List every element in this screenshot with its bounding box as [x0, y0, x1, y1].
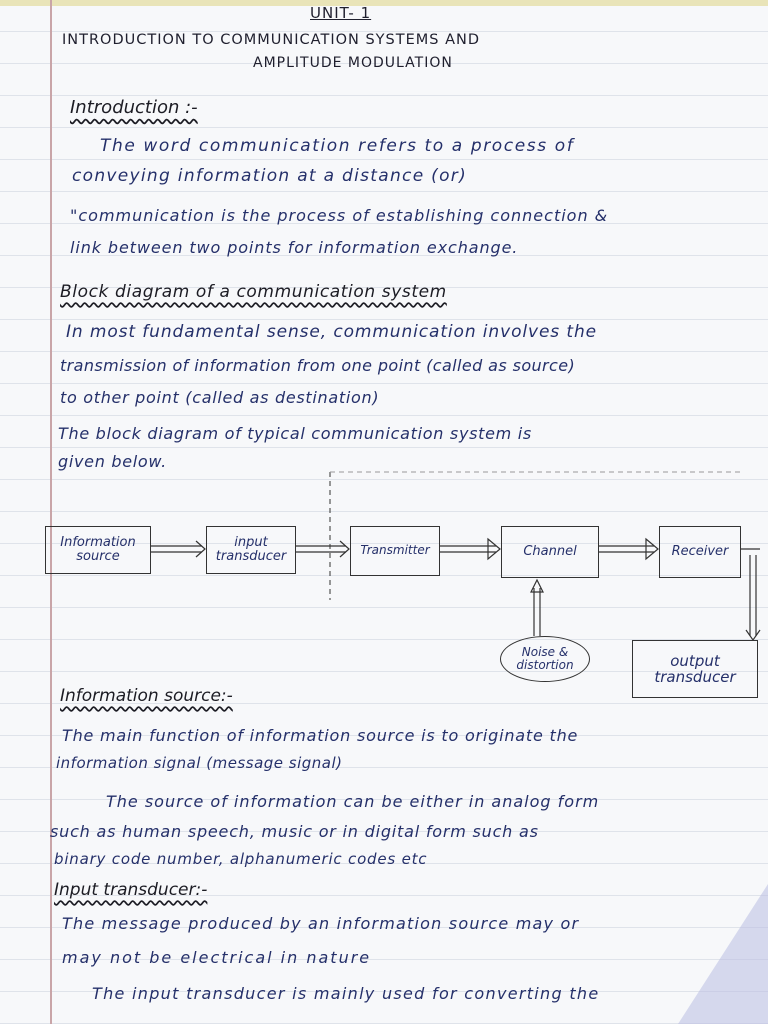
output-transducer-label: output transducer [654, 651, 736, 686]
input-transducer-line-3: The input transducer is mainly used for converting the [92, 984, 600, 1003]
page-title-line2: AMPLITUDE MODULATION [253, 55, 453, 71]
info-source-line-3: The source of information can be either in analog form [106, 792, 600, 811]
output-transducer-block [632, 640, 758, 698]
info-source-line-2: information signal (message signal) [56, 754, 343, 772]
page-title-line1: INTRODUCTION TO COMMUNICATION SYSTEMS AND [62, 32, 481, 48]
page-corner-shadow [678, 884, 768, 1024]
input-transducer-line-2: may not be electrical in nature [62, 948, 372, 967]
intro-line-2: conveying information at a distance (or) [72, 166, 468, 186]
block-diagram-heading: Block diagram of a communication system [60, 282, 447, 302]
channel-label: Channel [523, 543, 577, 559]
noise-distortion-label: Noise & distortion [516, 644, 574, 672]
info-source-line-4: such as human speech, music or in digital form such as [50, 822, 539, 841]
block-line-5: given below. [58, 452, 167, 471]
intro-line-1: The word communication refers to a process of [100, 136, 575, 156]
intro-heading: Introduction :- [70, 97, 198, 118]
block-line-4: The block diagram of typical communication system is [58, 424, 532, 443]
unit-label: UNIT- 1 [310, 4, 372, 22]
information-source-label: Information source [60, 534, 136, 564]
intro-line-3: "communication is the process of establishing connection & [70, 206, 609, 225]
block-line-1: In most fundamental sense, communication involves the [66, 322, 597, 342]
transmitter-label: Transmitter [360, 543, 430, 558]
information-source-block [45, 526, 151, 574]
input-transducer-line-1: The message produced by an information source may or [62, 914, 580, 933]
transmitter-block [350, 526, 440, 576]
info-source-line-5: binary code number, alphanumeric codes etc [54, 850, 428, 868]
channel-block [501, 526, 599, 578]
receiver-label: Receiver [671, 543, 729, 559]
noise-distortion-ellipse [500, 636, 590, 682]
intro-line-4: link between two points for information exchange. [70, 238, 519, 257]
info-source-line-1: The main function of information source is to originate the [62, 726, 579, 745]
input-transducer-heading: Input transducer:- [54, 880, 208, 900]
receiver-block [659, 526, 741, 578]
block-line-2: transmission of information from one point (called as source) [60, 356, 576, 375]
input-transducer-label: input transducer [215, 534, 287, 564]
input-transducer-block [206, 526, 296, 574]
information-source-heading: Information source:- [60, 686, 233, 706]
block-line-3: to other point (called as destination) [60, 388, 380, 407]
